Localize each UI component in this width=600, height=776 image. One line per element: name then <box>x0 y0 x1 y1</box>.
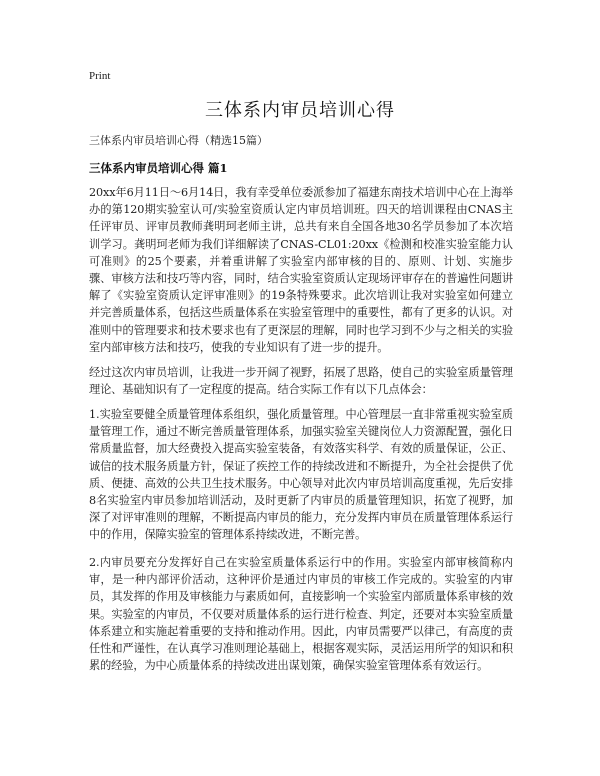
paragraph-2 <box>89 364 513 398</box>
paragraph-text: 经过这次内审员培训，让我进一步开阔了视野，拓展了思路，使自己的实验室质量管理理论、基础知识有了一定程度的提高。结合实际工作有以下几点体会： <box>89 366 513 397</box>
print-label[interactable]: Print <box>89 70 111 82</box>
document-title: 三体系内审员培训心得 <box>205 100 395 121</box>
paragraph-text: 1.实验室要健全质量管理体系组织，强化质量管理。中心管理层一直非常重视实验室质量管理工作，通过不断完善质量管理体系，加强实验室关键岗位人力资源配置，强化日常质量监督，加大经费投入提高实验室装备，有效落实科学、有效的质量保证，公正、诚信的技术服务质量方针，保证了疾控工作的持续改进和不断提升，为全社会提供了优质、便捷、高效的公共卫生技术服务。中心领导对此次内审员培训高度重视，先后安排8名实验室内审员参加培训活动，及时更新了内审员的质量管理知识，拓宽了视野，加深了对评审准则的理解，不断提高内审员的能力，充分发挥内审员在质量管理体系运行中的作用，保障实验室的管理体系持续改进，不断完善。 <box>89 408 513 542</box>
paragraph-3 <box>89 406 513 544</box>
paragraph-4 <box>89 554 513 674</box>
section-heading: 三体系内审员培训心得 篇1 <box>89 161 228 175</box>
document-subtitle: 三体系内审员培训心得（精选15篇） <box>89 134 268 147</box>
paragraph-1 <box>89 184 513 356</box>
paragraph-text: 2.内审员要充分发挥好自己在实验室质量体系运行中的作用。实验室内部审核简称内审，是一种内部评价活动，这种评价是通过内审员的审核工作完成的。实验室的内审员，其发挥的作用及审核能力与素质如何，直接影响一个实验室内部质量体系审核的效果。实验室的内审员，不仅要对质量体系的运行进行检查、判定，还要对本实验室质量体系建立和实施起着重要的支持和推动作用。因此，内审员需要严以律己，有高度的责任性和严谨性，在认真学习准则理论基础上，根据客观实际，灵活运用所学的知识和积累的经验，为中心质量体系的持续改进出谋划策，确保实验室管理体系有效运行。 <box>89 556 513 673</box>
paragraph-text: 20xx年6月11日～6月14日，我有幸受单位委派参加了福建东南技术培训中心在上海举办的第120期实验室认可/实验室资质认定内审员培训班。四天的培训课程由CNAS主任评审员、评审员教师龚明珂老师主讲，总共有来自全国各地30名学员参加了本次培训学习。龚明珂老师为我们详细解读了CNAS-CL01:20xx《检测和校准实验室能力认可准则》的25个要素，并着重讲解了实验室内部审核的目的、原则、计划、实施步骤、审核方法和技巧等内容，同时，结合实验室资质认定现场评审存在的普遍性问题讲解了《实验室资质认定评审准则》的19条特殊要求。此次培训让我对实验室如何建立并完善质量体系，包括这些质量体系在实验室管理中的重要性，都有了更多的认识。对准则中的管理要求和技术要求也有了更深层的理解，同时也学习到不少与之相关的实验室内部审核方法和技巧，使我的专业知识有了进一步的提升。 <box>89 186 513 354</box>
